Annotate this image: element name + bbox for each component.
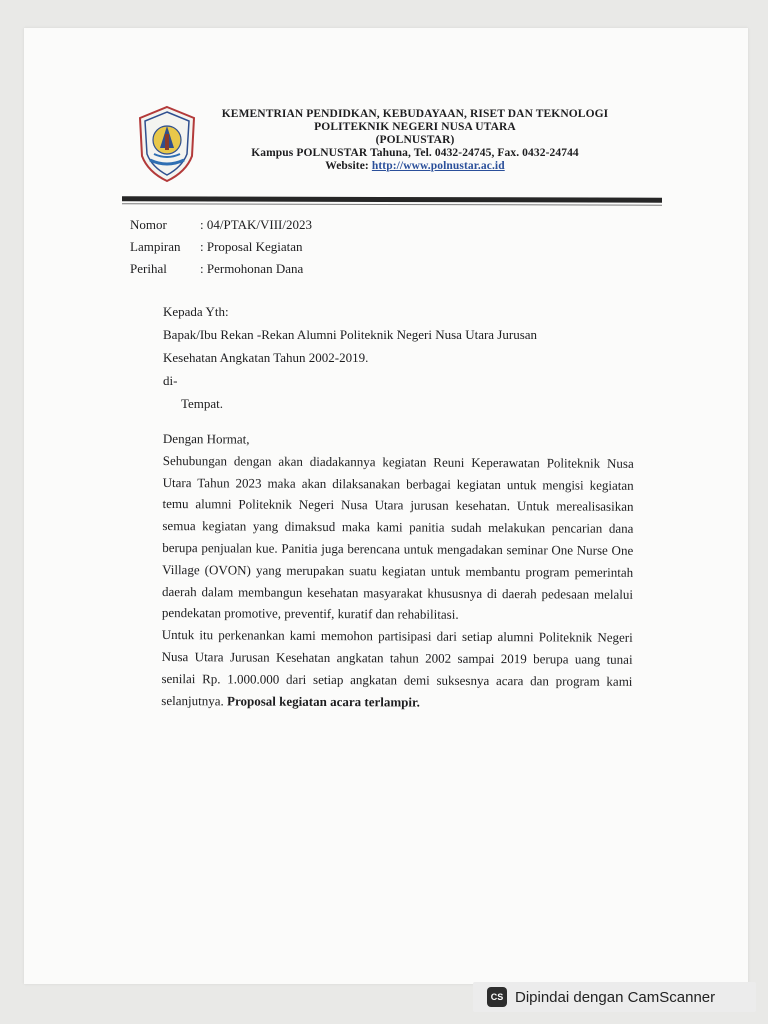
letterhead-ministry: KEMENTRIAN PENDIDKAN, KEBUDAYAAN, RISET DAN TEKNOLOGI (221, 108, 609, 120)
recipient-salutation: Kepada Yth: (163, 304, 229, 319)
recipient-name: Bapak/Ibu Rekan -Rekan Alumni Politeknik Negeri Nusa Utara Jurusan (163, 327, 538, 342)
body-paragraph (161, 624, 633, 714)
meta-value: : 04/PTAK/VIII/2023 (200, 217, 312, 232)
meta-key: Nomor (130, 217, 167, 232)
meta-row-perihal (130, 258, 312, 280)
camscanner-watermark (473, 982, 756, 1012)
letterhead-website (200, 160, 630, 173)
website-link[interactable]: http://www.polnustar.ac.id (371, 160, 505, 172)
website-label: Website: (325, 160, 369, 172)
camscanner-text: Dipindai dengan CamScanner (515, 988, 716, 1006)
meta-key: Perihal (130, 261, 167, 276)
recipient-location: Tempat. (181, 396, 224, 411)
meta-value: : Proposal Kegiatan (200, 239, 303, 254)
letter-body (161, 428, 634, 714)
recipient-block (163, 300, 537, 415)
institution-logo-icon (136, 104, 198, 184)
request-text: Untuk itu perkenankan kami memohon partisipasi dari setiap alumni Politeknik Negeri Nusa Utara Jurusan Kesehatan angkatan tahun 2002 sampai 2019 berupa uang tunai senilai Rp. 1.000.000 dari setiap angkatan demi suksesnya acara dan program kami selanjutnya. (161, 627, 633, 708)
meta-row-lampiran (130, 236, 312, 258)
body-paragraph: Sehubungan dengan akan diadakannya kegiatan Reuni Keperawatan Politeknik Nusa Utara Tahun 2023 maka akan dilaksanakan berbagai kegiatan untuk mengisi kegiatan temu alumni Politeknik Negeri Nusa Utara jurusan kesehatan. Untuk merealisasikan semua kegiatan yang dimaksud maka kami panitia sudah melakukan pencarian dana berupa penjualan kue. Panitia juga berencana untuk mengadakan seminar One Nurse One Village (OVON) yang merupakan suatu kegiatan untuk membantu program pemerintah daerah dalam membangun kesehatan masyarakat khususnya di daerah pedesaan melalui pendekatan promotive, preventif, kuratif dan rehabilitasi. (161, 452, 634, 623)
meta-row-nomor (130, 214, 312, 236)
greeting: Dengan Hormat, (162, 430, 250, 447)
recipient-location-prefix: di- (163, 373, 178, 388)
recipient-name-cont: Kesehatan Angkatan Tahun 2002-2019. (163, 350, 369, 365)
letter-metadata (130, 214, 312, 280)
letterhead-institution: POLITEKNIK NEGERI NUSA UTARA (314, 121, 516, 133)
meta-key: Lampiran (130, 239, 181, 254)
letterhead-abbreviation: (POLNUSTAR) (375, 134, 455, 146)
camscanner-icon: CS (487, 987, 507, 1007)
letterhead-address: Kampus POLNUSTAR Tahuna, Tel. 0432-24745, Fax. 0432-24744 (251, 147, 579, 159)
meta-value: : Permohonan Dana (200, 261, 304, 276)
attachment-note: Proposal kegiatan acara terlampir. (227, 692, 420, 710)
letterhead (200, 108, 630, 173)
